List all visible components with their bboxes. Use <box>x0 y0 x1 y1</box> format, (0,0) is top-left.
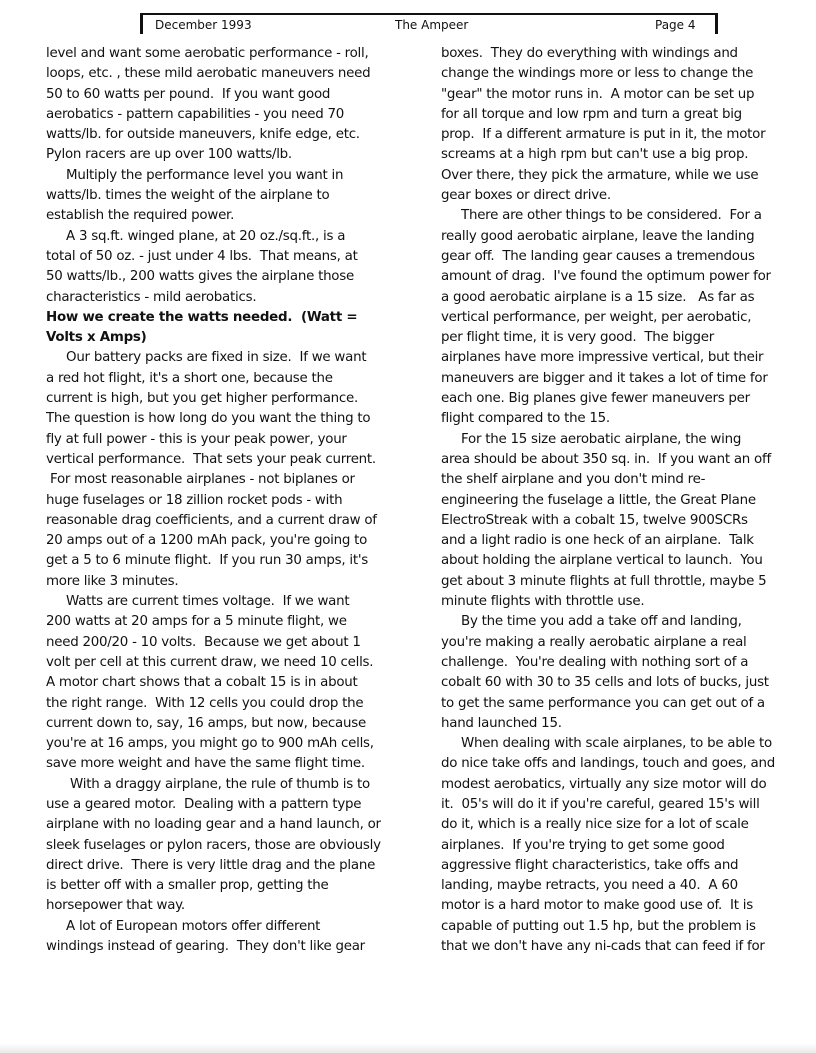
section-heading-line: Volts x Amps) <box>46 330 147 346</box>
text-line: vertical performance. That sets your peak current. <box>46 451 376 467</box>
text-line: With a draggy airplane, the rule of thumb is to <box>46 776 370 792</box>
text-line: By the time you add a take off and landing, <box>441 614 742 630</box>
text-line: Our battery packs are fixed in size. If we want <box>46 350 367 366</box>
text-line: 50 to 60 watts per pound. If you want good <box>46 86 331 102</box>
text-line: about holding the airplane vertical to launch. You <box>441 553 763 569</box>
text-line: 50 watts/lb., 200 watts gives the airplane those <box>46 269 354 285</box>
text-line: characteristics - mild aerobatics. <box>46 289 257 305</box>
page-header <box>140 13 718 34</box>
header-title: The Ampeer <box>395 18 469 32</box>
text-line: vertical performance, per weight, per aerobatic, <box>441 309 752 325</box>
text-line: airplane with no loading gear and a hand launch, or <box>46 817 381 833</box>
text-line: is better off with a smaller prop, getting the <box>46 878 329 894</box>
text-line: airplanes have more impressive vertical, but their <box>441 350 764 366</box>
text-line: for all torque and low rpm and turn a great big <box>441 106 742 122</box>
text-line: sleek fuselages or pylon racers, those are obviously <box>46 837 381 853</box>
text-line: Multiply the performance level you want in <box>46 167 344 183</box>
text-line: do nice take offs and landings, touch and goes, and <box>441 756 776 772</box>
text-line: For most reasonable airplanes - not biplanes or <box>46 472 355 488</box>
text-line: a good aerobatic airplane is a 15 size. As far as <box>441 289 755 305</box>
text-line: landing, maybe retracts, you need a 40. A 60 <box>441 878 738 894</box>
right-column <box>441 44 813 957</box>
text-line: volt per cell at this current draw, we need 10 cells. <box>46 654 374 670</box>
section-heading-line: How we create the watts needed. (Watt = <box>46 309 358 325</box>
text-line: it. 05's will do it if you're careful, geared 15's will <box>441 796 760 812</box>
text-line: screams at a high rpm but can't use a big prop. <box>441 147 749 163</box>
text-line: fly at full power - this is your peak power, your <box>46 431 347 447</box>
text-line: each one. Big planes give fewer maneuvers per <box>441 391 750 407</box>
text-line: ElectroStreak with a cobalt 15, twelve 900SCRs <box>441 512 748 528</box>
text-line: really good aerobatic airplane, leave the landing <box>441 228 755 244</box>
text-line: motor is a hard motor to make good use of. It is <box>441 898 753 914</box>
text-line: level and want some aerobatic performance - roll, <box>46 46 369 61</box>
text-line: loops, etc. , these mild aerobatic maneuvers need <box>46 66 371 82</box>
text-line: you're at 16 amps, you might go to 900 mAh cells, <box>46 736 374 752</box>
text-line: gear boxes or direct drive. <box>441 188 611 204</box>
text-line: and a light radio is one heck of an airplane. Talk <box>441 533 754 549</box>
text-line: need 200/20 - 10 volts. Because we get about 1 <box>46 634 361 650</box>
text-line: airplanes. If you're trying to get some good <box>441 837 725 853</box>
text-line: use a geared motor. Dealing with a pattern type <box>46 796 362 812</box>
text-line: Over there, they pick the armature, while we use <box>441 167 759 183</box>
text-line: When dealing with scale airplanes, to be able to <box>441 736 772 752</box>
text-line: the shelf airplane and you don't mind re- <box>441 472 706 488</box>
text-line: hand launched 15. <box>441 715 562 731</box>
text-line: modest aerobatics, virtually any size motor will do <box>441 776 767 792</box>
text-line: 200 watts at 20 amps for a 5 minute flight, we <box>46 614 347 630</box>
text-line: A 3 sq.ft. winged plane, at 20 oz./sq.ft., is a <box>46 228 346 244</box>
text-line: boxes. They do everything with windings and <box>441 46 738 61</box>
text-line: prop. If a different armature is put in it, the motor <box>441 127 766 143</box>
text-line: windings instead of gearing. They don't like gear <box>46 939 365 955</box>
text-line: establish the required power. <box>46 208 235 224</box>
text-line: minute flights with throttle use. <box>441 594 645 610</box>
text-line: engineering the fuselage a little, the Great Plane <box>441 492 756 508</box>
text-line: more like 3 minutes. <box>46 573 179 589</box>
text-line: huge fuselages or 18 zillion rocket pods - with <box>46 492 343 508</box>
text-line: to get the same performance you can get out of a <box>441 695 765 711</box>
text-line: aerobatics - pattern capabilities - you need 70 <box>46 106 344 122</box>
text-line: aggressive flight characteristics, take offs and <box>441 857 739 873</box>
text-line: get about 3 minute flights at full throttle, maybe 5 <box>441 573 767 589</box>
text-line: cobalt 60 with 30 to 35 cells and lots of bucks, just <box>441 675 769 691</box>
text-line: Pylon racers are up over 100 watts/lb. <box>46 147 292 163</box>
text-line: "gear" the motor runs in. A motor can be set up <box>441 86 755 102</box>
text-line: challenge. You're dealing with nothing sort of a <box>441 654 749 670</box>
text-line: current is high, but you get higher performance. <box>46 391 359 407</box>
text-line: current down to, say, 16 amps, but now, because <box>46 715 366 731</box>
text-line: A lot of European motors offer different <box>46 918 321 934</box>
text-line: you're making a really aerobatic airplane a real <box>441 634 747 650</box>
text-line: Watts are current times voltage. If we want <box>46 594 350 610</box>
text-line: The question is how long do you want the thing to <box>46 411 371 427</box>
text-line: capable of putting out 1.5 hp, but the problem is <box>441 918 756 934</box>
header-date: December 1993 <box>155 18 252 32</box>
left-column <box>46 44 418 957</box>
text-line: save more weight and have the same flight time. <box>46 756 365 772</box>
text-line: do it, which is a really nice size for a lot of scale <box>441 817 749 833</box>
text-line: that we don't have any ni-cads that can feed if for <box>441 939 765 955</box>
text-line: maneuvers are bigger and it takes a lot of time for <box>441 370 768 386</box>
text-line: watts/lb. for outside maneuvers, knife edge, etc. <box>46 127 360 143</box>
text-line: get a 5 to 6 minute flight. If you run 30 amps, it's <box>46 553 369 569</box>
page-bottom-edge <box>0 1043 816 1053</box>
text-line: flight compared to the 15. <box>441 411 610 427</box>
text-line: 20 amps out of a 1200 mAh pack, you're going to <box>46 533 368 549</box>
text-line: amount of drag. I've found the optimum power for <box>441 269 771 285</box>
text-line: reasonable drag coefficients, and a current draw of <box>46 512 377 528</box>
text-line: per flight time, it is very good. The bigger <box>441 330 714 346</box>
text-line: area should be about 350 sq. in. If you want an off <box>441 451 771 467</box>
text-line: For the 15 size aerobatic airplane, the wing <box>441 431 742 447</box>
text-line: horsepower that way. <box>46 898 185 914</box>
header-page-number: Page 4 <box>655 18 696 32</box>
text-line: There are other things to be considered. For a <box>441 208 762 224</box>
text-line: A motor chart shows that a cobalt 15 is in about <box>46 675 358 691</box>
text-line: direct drive. There is very little drag and the plane <box>46 857 376 873</box>
text-line: gear off. The landing gear causes a tremendous <box>441 248 755 264</box>
text-line: the right range. With 12 cells you could drop the <box>46 695 364 711</box>
text-line: change the windings more or less to change the <box>441 66 754 82</box>
text-line: total of 50 oz. - just under 4 lbs. That means, at <box>46 248 358 264</box>
text-line: a red hot flight, it's a short one, because the <box>46 370 333 386</box>
text-line: watts/lb. times the weight of the airplane to <box>46 188 330 204</box>
